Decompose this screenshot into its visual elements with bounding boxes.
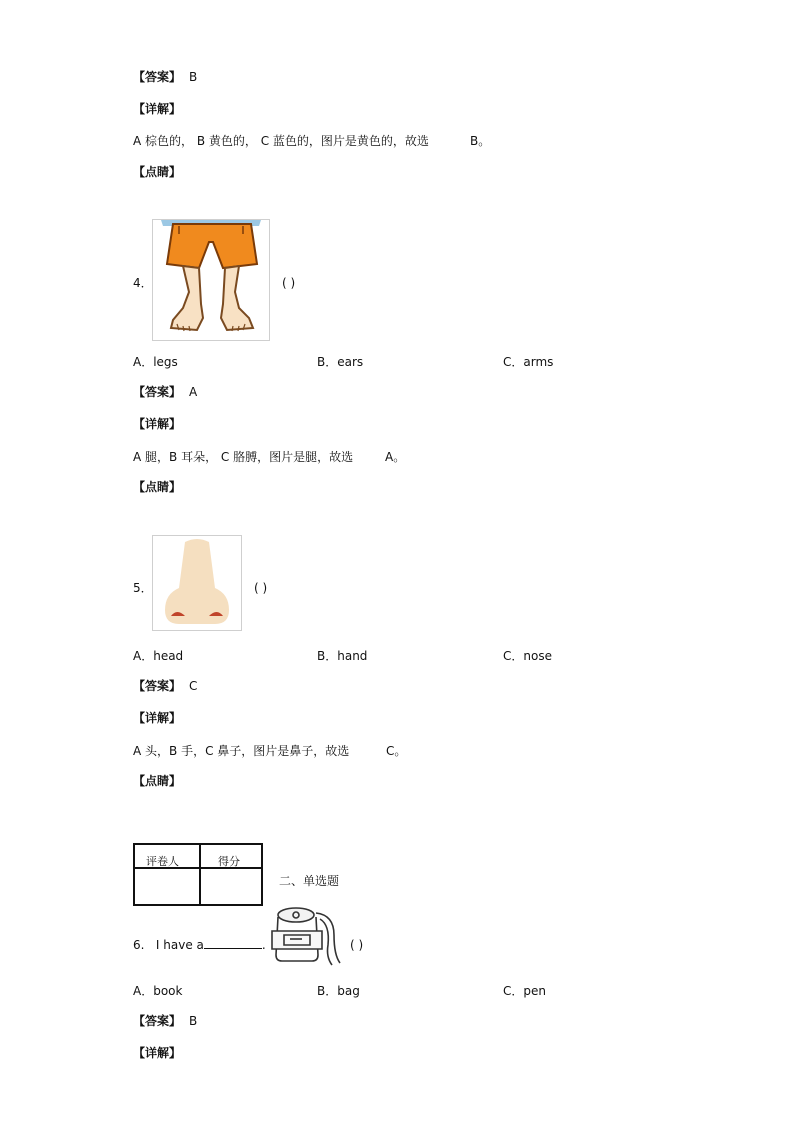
q4-option-b-letter: B．: [317, 355, 338, 369]
q5-option-b: [317, 649, 367, 663]
q5-option-c-letter: C．: [503, 649, 524, 663]
q4-option-c-letter: C．: [503, 355, 524, 369]
q4-detail-choice: A。: [385, 450, 406, 464]
q6-option-a-letter: A．: [133, 984, 154, 998]
q5-option-a: [133, 649, 183, 663]
q4-answer-label: 【答案】: [133, 385, 182, 399]
bag-picture: [268, 905, 342, 967]
q4-detail-text: A 腿，B 耳朵， C 胳膊，图片是腿，故选: [133, 450, 354, 464]
score-table-score-header: 得分: [218, 855, 240, 868]
q6-fill-blank: [204, 938, 262, 949]
q6-option-a: [133, 984, 182, 998]
q6-option-b: [317, 984, 360, 998]
q5-answer-paren: ( ): [254, 581, 268, 595]
q5-detail-choice: C。: [386, 744, 407, 758]
q4-option-b-text: ears: [337, 355, 364, 369]
legs-illustration: [153, 220, 269, 340]
q5-answer-label: 【答案】: [133, 679, 182, 693]
q6-stem-text: I have a: [155, 938, 204, 952]
q5-option-b-text: hand: [337, 649, 368, 663]
q6-answer-value: B: [189, 1014, 198, 1028]
q6-period: .: [261, 938, 266, 952]
score-table-grader-header: 评卷人: [146, 855, 179, 868]
legs-picture: [152, 219, 270, 341]
q5-number: 5．: [133, 581, 153, 595]
q3-detail-label: 【详解】: [133, 102, 182, 116]
q4-option-a-text: legs: [153, 355, 178, 369]
q5-option-a-text: head: [153, 649, 184, 663]
q6-option-a-text: book: [153, 984, 183, 998]
score-table-divider: [199, 845, 201, 904]
q5-answer-value: C: [189, 679, 198, 693]
q3-detail-choice: B。: [470, 134, 491, 148]
q6-option-c-letter: C．: [503, 984, 524, 998]
q4-detail-label: 【详解】: [133, 417, 182, 431]
q4-option-a-letter: A．: [133, 355, 154, 369]
q5-option-b-letter: B．: [317, 649, 338, 663]
section-title: 二、单选题: [279, 874, 340, 888]
q6-option-b-letter: B．: [317, 984, 338, 998]
q6-detail-label: 【详解】: [133, 1046, 182, 1060]
q4-answer-value: A: [189, 385, 198, 399]
q4-option-b: [317, 355, 363, 369]
q3-comment-label: 【点睛】: [133, 165, 182, 179]
nose-illustration: [153, 536, 241, 630]
q5-comment-label: 【点睛】: [133, 774, 182, 788]
bag-illustration: [268, 905, 342, 967]
q3-detail-text: A 棕色的， B 黄色的， C 蓝色的，图片是黄色的，故选: [133, 134, 429, 148]
q6-answer-paren: ( ): [350, 938, 364, 952]
q4-answer-paren: ( ): [282, 276, 296, 290]
score-table: [133, 843, 263, 906]
q4-comment-label: 【点睛】: [133, 480, 182, 494]
q4-option-c-text: arms: [523, 355, 554, 369]
q6-number: 6.: [133, 938, 145, 952]
q5-detail-text: A 头，B 手，C 鼻子，图片是鼻子，故选: [133, 744, 350, 758]
q5-detail-label: 【详解】: [133, 711, 182, 725]
q4-number: 4．: [133, 276, 153, 290]
q4-option-c: [503, 355, 553, 369]
q6-option-c-text: pen: [523, 984, 546, 998]
q5-option-c: [503, 649, 552, 663]
q5-option-a-letter: A．: [133, 649, 154, 663]
nose-picture: [152, 535, 242, 631]
q3-answer-value: B: [189, 70, 198, 84]
q6-stem: [133, 938, 266, 952]
q5-option-c-text: nose: [523, 649, 552, 663]
q6-option-b-text: bag: [337, 984, 360, 998]
q6-option-c: [503, 984, 546, 998]
q3-answer-label: 【答案】: [133, 70, 182, 84]
q4-option-a: [133, 355, 178, 369]
q6-answer-label: 【答案】: [133, 1014, 182, 1028]
